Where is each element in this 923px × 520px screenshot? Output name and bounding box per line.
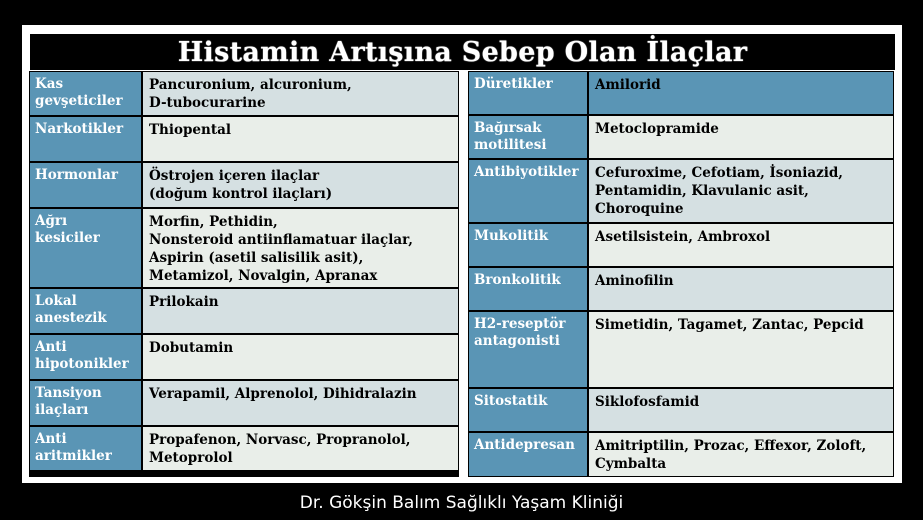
- table-row: [469, 433, 893, 476]
- category-cell: Mukolitik: [469, 224, 587, 266]
- drugs-cell: [589, 224, 893, 266]
- drugs-cell: [589, 389, 893, 431]
- footer-credit: Dr. Gökşin Balım Sağlıklı Yaşam Kliniği: [299, 493, 624, 513]
- category-cell: Anti aritmikler: [30, 427, 141, 470]
- drugs-cell: [143, 72, 458, 115]
- drug-line: Pentamidin, Klavulanic asit,: [595, 183, 809, 200]
- category-cell: Bronkolitik: [469, 268, 587, 310]
- table-row: [30, 427, 458, 470]
- category-cell: Hormonlar: [30, 163, 141, 207]
- drug-line: Metamizol, Novalgin, Apranax: [149, 268, 378, 284]
- drug-line: Siklofosfamid: [595, 394, 700, 411]
- drugs-cell: [143, 381, 458, 425]
- table-row: [30, 381, 458, 425]
- table-row: [469, 160, 893, 222]
- category-cell: H2-reseptör antagonisti: [469, 312, 587, 388]
- drugs-cell: [589, 312, 893, 388]
- category-cell: Bağırsak motilitesi: [469, 116, 587, 159]
- drug-line: D-tubocurarine: [149, 95, 266, 111]
- drugs-cell: [143, 163, 458, 207]
- category-cell: Tansiyon ilaçları: [30, 381, 141, 425]
- left-table: [29, 71, 459, 477]
- table-row: [469, 389, 893, 431]
- category-cell: Sitostatik: [469, 389, 587, 431]
- table-row: [469, 268, 893, 310]
- drug-line: Verapamil, Alprenolol, Dihidralazin: [149, 386, 417, 402]
- drug-line: Östrojen içeren ilaçlar: [149, 168, 320, 184]
- drugs-cell: [143, 289, 458, 333]
- category-cell: Antidepresan: [469, 433, 587, 476]
- drug-line: Choroquine: [595, 201, 684, 218]
- right-table: [468, 71, 894, 477]
- drug-line: Cymbalta: [595, 455, 667, 472]
- slide-title: Histamin Artışına Sebep Olan İlaçlar: [177, 36, 748, 68]
- table-row: [30, 72, 458, 115]
- table-row: [30, 163, 458, 207]
- drug-line: Propafenon, Norvasc, Propranolol,: [149, 432, 411, 448]
- drug-line: Nonsteroid antiinflamatuar ilaçlar,: [149, 232, 413, 248]
- drugs-cell: [143, 427, 458, 470]
- drugs-cell: [143, 335, 458, 379]
- drug-line: Metoclopramide: [595, 120, 719, 137]
- table-row: [30, 289, 458, 333]
- drug-line: Prilokain: [149, 294, 219, 310]
- table-row: [30, 335, 458, 379]
- drug-line: Amitriptilin, Prozac, Effexor, Zoloft,: [595, 437, 867, 454]
- drug-line: Dobutamin: [149, 340, 234, 356]
- drug-line: Metoprolol: [149, 450, 233, 466]
- drug-line: (doğum kontrol ilaçları): [149, 186, 333, 202]
- table-row: [469, 116, 893, 159]
- drugs-cell: [589, 160, 893, 222]
- drugs-cell: [589, 116, 893, 159]
- table-row: [469, 312, 893, 388]
- drug-line: Morfin, Pethidin,: [149, 214, 278, 230]
- drugs-cell: [589, 72, 893, 114]
- drug-line: Thiopental: [149, 122, 231, 138]
- drugs-cell: [143, 209, 458, 287]
- category-cell: Anti hipotonikler: [30, 335, 141, 379]
- category-cell: Kas gevşeticiler: [30, 72, 141, 115]
- drug-line: Cefuroxime, Cefotiam, İsoniazid,: [595, 165, 844, 182]
- drug-line: Amilorid: [595, 77, 661, 93]
- drugs-cell: [589, 433, 893, 476]
- drug-line: Simetidin, Tagamet, Zantac, Pepcid: [595, 316, 864, 333]
- category-cell: Narkotikler: [30, 117, 141, 161]
- table-row: [469, 72, 893, 114]
- title-bar: [30, 34, 895, 70]
- drug-line: Asetilsistein, Ambroxol: [595, 229, 771, 246]
- drugs-cell: [589, 268, 893, 310]
- category-cell: Lokal anestezik: [30, 289, 141, 333]
- category-cell: Düretikler: [469, 72, 587, 114]
- table-row: [30, 209, 458, 287]
- drug-line: Aspirin (asetil salisilik asit),: [149, 250, 364, 266]
- category-cell: Ağrı kesiciler: [30, 209, 141, 287]
- category-cell: Antibiyotikler: [469, 160, 587, 222]
- table-row: [30, 117, 458, 161]
- drug-line: Pancuronium, alcuronium,: [149, 77, 352, 93]
- drugs-cell: [143, 117, 458, 161]
- drug-line: Aminofilin: [595, 273, 674, 290]
- table-row: [469, 224, 893, 266]
